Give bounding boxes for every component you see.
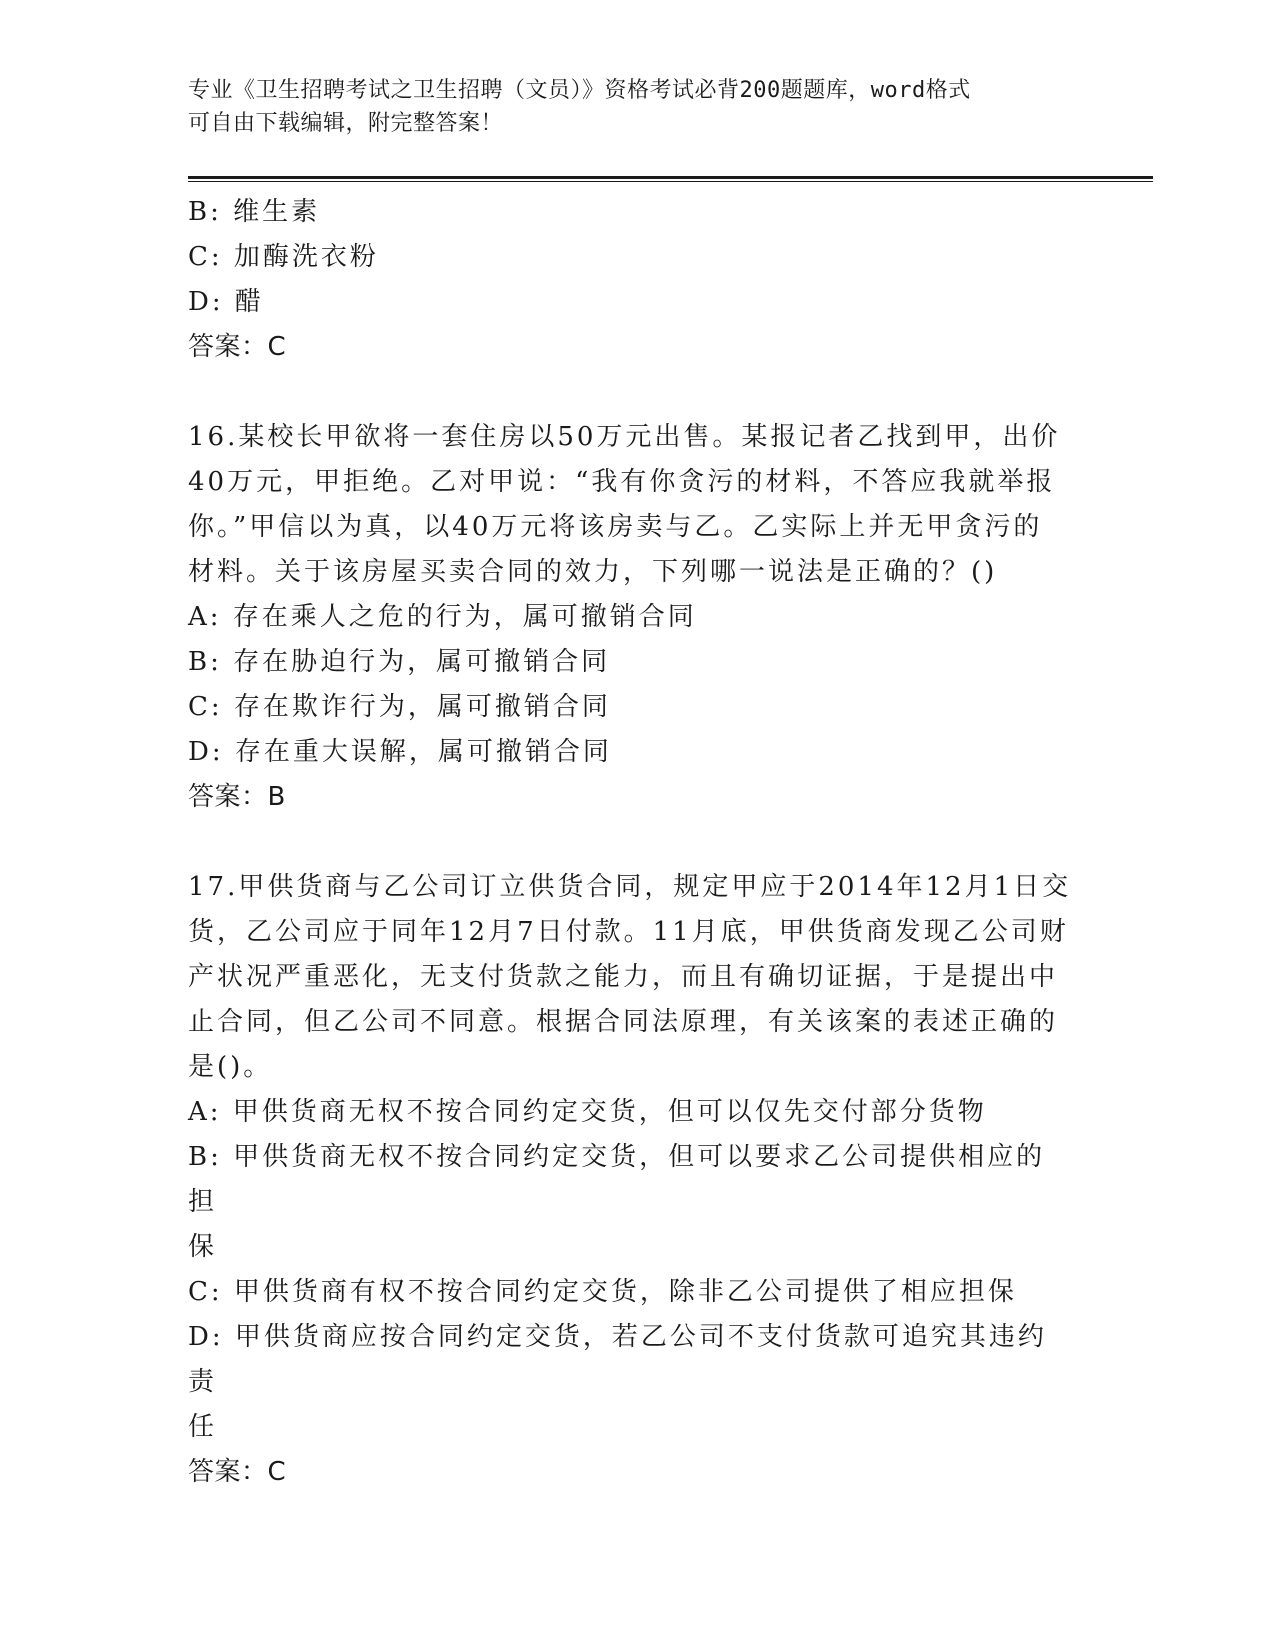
q16-stem-line: 16.某校长甲欲将一套住房以50万元出售。某报记者乙找到甲，出价	[188, 422, 1061, 452]
q17-option-c: C: 甲供货商有权不按合同约定交货，除非乙公司提供了相应担保	[188, 1277, 1017, 1307]
q16-option-a: A: 存在乘人之危的行为，属可撤销合同	[188, 602, 697, 632]
q17-answer: 答案：C	[188, 1457, 287, 1487]
q16-answer: 答案：B	[188, 782, 286, 812]
document-body	[188, 190, 1073, 1495]
q17-stem-line: 17.甲供货商与乙公司订立供货合同，规定甲应于2014年12月1日交	[188, 872, 1072, 902]
q16-option-c: C: 存在欺诈行为，属可撤销合同	[188, 692, 611, 722]
q17-stem-line: 是()。	[188, 1052, 273, 1082]
spacer	[188, 370, 1073, 415]
q15-answer: 答案：C	[188, 332, 287, 362]
q16-option-b: B: 存在胁迫行为，属可撤销合同	[188, 647, 611, 677]
q16-stem-line: 材料。关于该房屋买卖合同的效力，下列哪一说法是正确的？()	[188, 557, 998, 587]
q17-option-d-line: D: 甲供货商应按合同约定交货，若乙公司不支付货款可追究其违约责	[188, 1322, 1047, 1397]
header-rule-thick	[188, 176, 1153, 179]
q15-option-b: B: 维生素	[188, 197, 321, 227]
q16-stem-line: 你。”甲信以为真，以40万元将该房卖与乙。乙实际上并无甲贪污的	[188, 512, 1043, 542]
q17-option-a: A: 甲供货商无权不按合同约定交货，但可以仅先交付部分货物	[188, 1097, 987, 1127]
header-rule-thin	[188, 181, 1153, 182]
question-16	[188, 415, 1073, 820]
question-15-continued	[188, 190, 1073, 370]
header-title-line-2: 可自由下载编辑，附完整答案！	[188, 111, 504, 136]
q16-option-d: D: 存在重大误解，属可撤销合同	[188, 737, 612, 767]
q15-option-d: D: 醋	[188, 287, 264, 317]
spacer	[188, 820, 1073, 865]
q15-option-c: C: 加酶洗衣粉	[188, 242, 379, 272]
header-title-line-1: 专业《卫生招聘考试之卫生招聘（文员）》资格考试必背200题题库，word格式	[188, 78, 971, 103]
q16-stem-line: 40万元，甲拒绝。乙对甲说：“我有你贪污的材料，不答应我就举报	[188, 467, 1056, 497]
question-17	[188, 865, 1073, 1495]
q17-option-b-line: B: 甲供货商无权不按合同约定交货，但可以要求乙公司提供相应的担	[188, 1142, 1046, 1217]
page-header	[188, 74, 1068, 140]
q17-stem-line: 止合同，但乙公司不同意。根据合同法原理，有关该案的表述正确的	[188, 1007, 1059, 1037]
q17-option-d-line: 任	[188, 1412, 218, 1442]
q17-option-b-line: 保	[188, 1232, 218, 1262]
q17-stem-line: 货，乙公司应于同年12月7日付款。11月底，甲供货商发现乙公司财	[188, 917, 1069, 947]
q17-stem-line: 产状况严重恶化，无支付货款之能力，而且有确切证据，于是提出中	[188, 962, 1059, 992]
